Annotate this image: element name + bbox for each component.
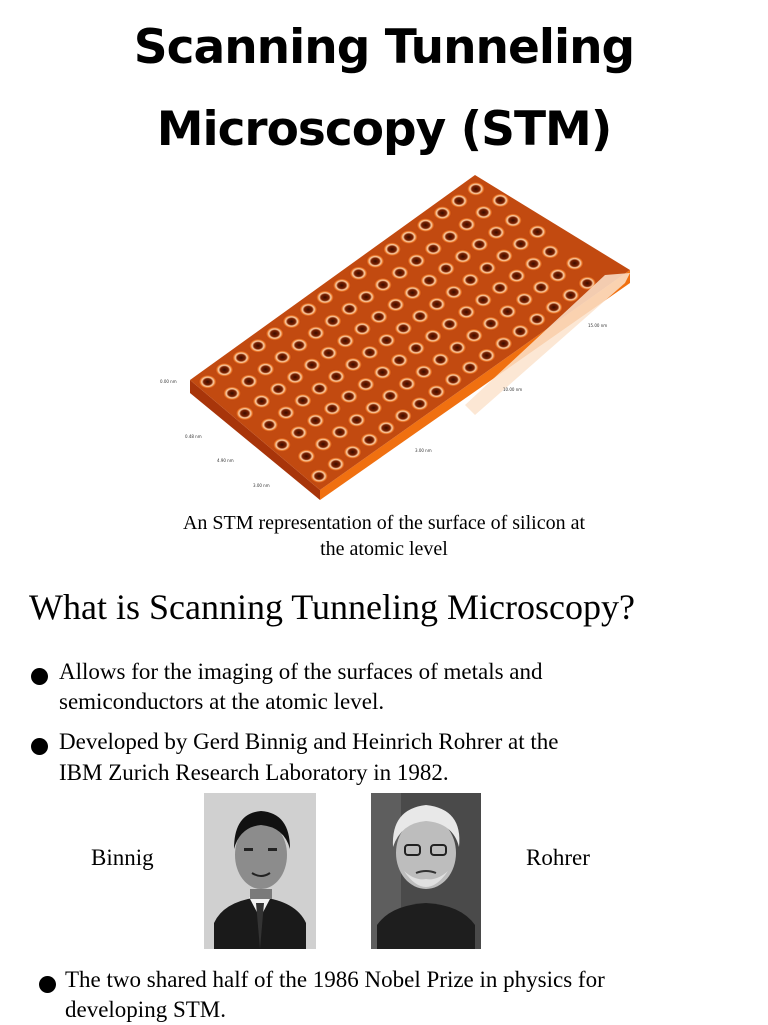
atom-ring: [461, 273, 479, 287]
atom-ring: [390, 353, 408, 367]
atom-ring: [427, 385, 445, 399]
atom-ring: [491, 281, 509, 295]
atom-ring: [487, 225, 505, 239]
atom-ring: [297, 449, 315, 463]
atom-ring: [303, 358, 321, 372]
bullet-1-line-2: semiconductors at the atomic level.: [59, 689, 385, 714]
title-line-2: Microscopy (STM): [156, 102, 612, 157]
atom-ring: [467, 182, 485, 196]
atom-ring: [374, 365, 392, 379]
atom-ring: [508, 269, 526, 283]
bullet-icon: [31, 668, 48, 685]
atom-ring: [499, 305, 517, 319]
binnig-name-label: Binnig: [91, 845, 154, 870]
atom-ring: [515, 292, 533, 306]
atom-ring: [428, 297, 446, 311]
atom-ring: [311, 382, 329, 396]
atom-ring: [381, 389, 399, 403]
atom-ring: [415, 365, 433, 379]
atom-ring: [400, 230, 418, 244]
atom-ring: [474, 293, 492, 307]
atom-ring: [437, 262, 455, 276]
atom-ring: [344, 445, 362, 459]
atom-ring: [424, 242, 442, 256]
atom-ring: [277, 406, 295, 420]
atom-ring: [391, 266, 409, 280]
atom-ring: [333, 278, 351, 292]
atom-ring: [475, 205, 493, 219]
atom-ring: [290, 338, 308, 352]
atom-ring: [441, 317, 459, 331]
figure-caption-line-1: An STM representation of the surface of silicon at: [182, 512, 586, 534]
atom-ring: [366, 254, 384, 268]
atom-ring: [223, 386, 241, 400]
atom-ring: [327, 457, 345, 471]
atom-ring: [461, 361, 479, 375]
binnig-portrait-photo: [204, 793, 316, 949]
atom-ring: [316, 290, 334, 304]
atom-ring: [408, 254, 426, 268]
atom-ring: [257, 362, 275, 376]
atom-ring: [454, 250, 472, 264]
atom-ring: [324, 314, 342, 328]
atom-ring: [549, 268, 567, 282]
atom-ring: [512, 237, 530, 251]
atom-ring: [566, 256, 584, 270]
title-line-1: Scanning Tunneling: [133, 20, 635, 75]
atom-ring: [524, 257, 542, 271]
atom-ring: [269, 382, 287, 396]
bullet-1-line-1: Allows for the imaging of the surfaces of metals and: [59, 659, 543, 684]
svg-text:4.90 nm: 4.90 nm: [217, 458, 234, 463]
atom-ring: [286, 370, 304, 384]
atom-ring: [314, 437, 332, 451]
atom-ring: [357, 290, 375, 304]
atom-ring: [232, 351, 250, 365]
atom-ring: [350, 266, 368, 280]
rohrer-name-label: Rohrer: [526, 845, 590, 870]
atom-ring: [378, 333, 396, 347]
atom-ring: [299, 303, 317, 317]
atom-ring: [344, 358, 362, 372]
atom-ring: [465, 329, 483, 343]
atom-ring: [457, 305, 475, 319]
atom-ring: [504, 213, 522, 227]
atom-ring: [562, 288, 580, 302]
bullet-icon: [31, 738, 48, 755]
atom-ring: [273, 350, 291, 364]
atom-ring: [458, 218, 476, 232]
atom-ring: [482, 317, 500, 331]
atom-ring: [420, 274, 438, 288]
atom-ring: [478, 261, 496, 275]
atom-ring: [424, 329, 442, 343]
bullet-icon: [39, 976, 56, 993]
atom-ring: [260, 418, 278, 432]
atom-ring: [273, 438, 291, 452]
atom-ring: [215, 363, 233, 377]
atom-ring: [529, 225, 547, 239]
svg-text:3.00 nm: 3.00 nm: [415, 448, 432, 453]
atom-ring: [528, 312, 546, 326]
atom-ring: [353, 322, 371, 336]
atom-ring: [433, 206, 451, 220]
atom-ring: [240, 374, 258, 388]
stm-silicon-surface-image: [145, 165, 645, 505]
atom-ring: [327, 370, 345, 384]
atom-ring: [307, 326, 325, 340]
section-heading: What is Scanning Tunneling Microscopy?: [29, 587, 635, 627]
atom-ring: [478, 349, 496, 363]
atom-ring: [387, 298, 405, 312]
atom-ring: [450, 194, 468, 208]
atom-ring: [320, 346, 338, 360]
svg-text:3.00 nm: 3.00 nm: [253, 483, 270, 488]
atom-ring: [398, 377, 416, 391]
atom-ring: [290, 426, 308, 440]
atom-ring: [511, 324, 529, 338]
atom-ring: [417, 218, 435, 232]
atom-ring: [411, 397, 429, 411]
atom-ring: [404, 286, 422, 300]
atom-ring: [432, 353, 450, 367]
atom-ring: [377, 421, 395, 435]
atom-ring: [444, 373, 462, 387]
atom-ring: [331, 425, 349, 439]
svg-text:10.00 nm: 10.00 nm: [503, 387, 523, 392]
atom-ring: [471, 237, 489, 251]
bullet-3-line-2: developing STM.: [65, 997, 226, 1022]
atom-ring: [491, 193, 509, 207]
atom-ring: [236, 406, 254, 420]
atom-ring: [360, 433, 378, 447]
svg-text:15.00 nm: 15.00 nm: [588, 323, 608, 328]
atom-ring: [307, 414, 325, 428]
atom-ring: [383, 242, 401, 256]
atom-ring: [348, 413, 366, 427]
atom-ring: [411, 309, 429, 323]
atom-ring: [445, 285, 463, 299]
bullet-2-line-2: IBM Zurich Research Laboratory in 1982.: [59, 760, 449, 785]
atom-ring: [407, 341, 425, 355]
atom-ring: [441, 230, 459, 244]
atom-ring: [495, 337, 513, 351]
atom-ring: [357, 377, 375, 391]
atom-ring: [361, 345, 379, 359]
atom-ring: [253, 394, 271, 408]
bullet-3-line-1: The two shared half of the 1986 Nobel Prize in physics for: [65, 967, 605, 992]
atom-ring: [545, 300, 563, 314]
atom-ring: [495, 249, 513, 263]
figure-caption-line-2: the atomic level: [320, 538, 448, 560]
atom-ring: [532, 280, 550, 294]
atom-ring: [336, 334, 354, 348]
svg-text:0.00 nm: 0.00 nm: [160, 379, 177, 384]
atom-ring: [294, 394, 312, 408]
svg-text:0.48 nm: 0.48 nm: [185, 434, 202, 439]
atom-ring: [323, 402, 341, 416]
atom-ring: [394, 409, 412, 423]
rohrer-portrait-photo: [371, 793, 481, 949]
atom-ring: [340, 389, 358, 403]
atom-ring: [341, 302, 359, 316]
atom-ring: [266, 327, 284, 341]
bullet-2-line-1: Developed by Gerd Binnig and Heinrich Rohrer at the: [59, 729, 559, 754]
atom-ring: [249, 339, 267, 353]
atom-ring: [310, 469, 328, 483]
atom-ring: [283, 315, 301, 329]
atom-ring: [370, 310, 388, 324]
atom-ring: [374, 278, 392, 292]
atom-ring: [365, 401, 383, 415]
atom-ring: [394, 321, 412, 335]
atom-ring: [541, 245, 559, 259]
atom-ring: [199, 375, 217, 389]
atom-ring: [448, 341, 466, 355]
